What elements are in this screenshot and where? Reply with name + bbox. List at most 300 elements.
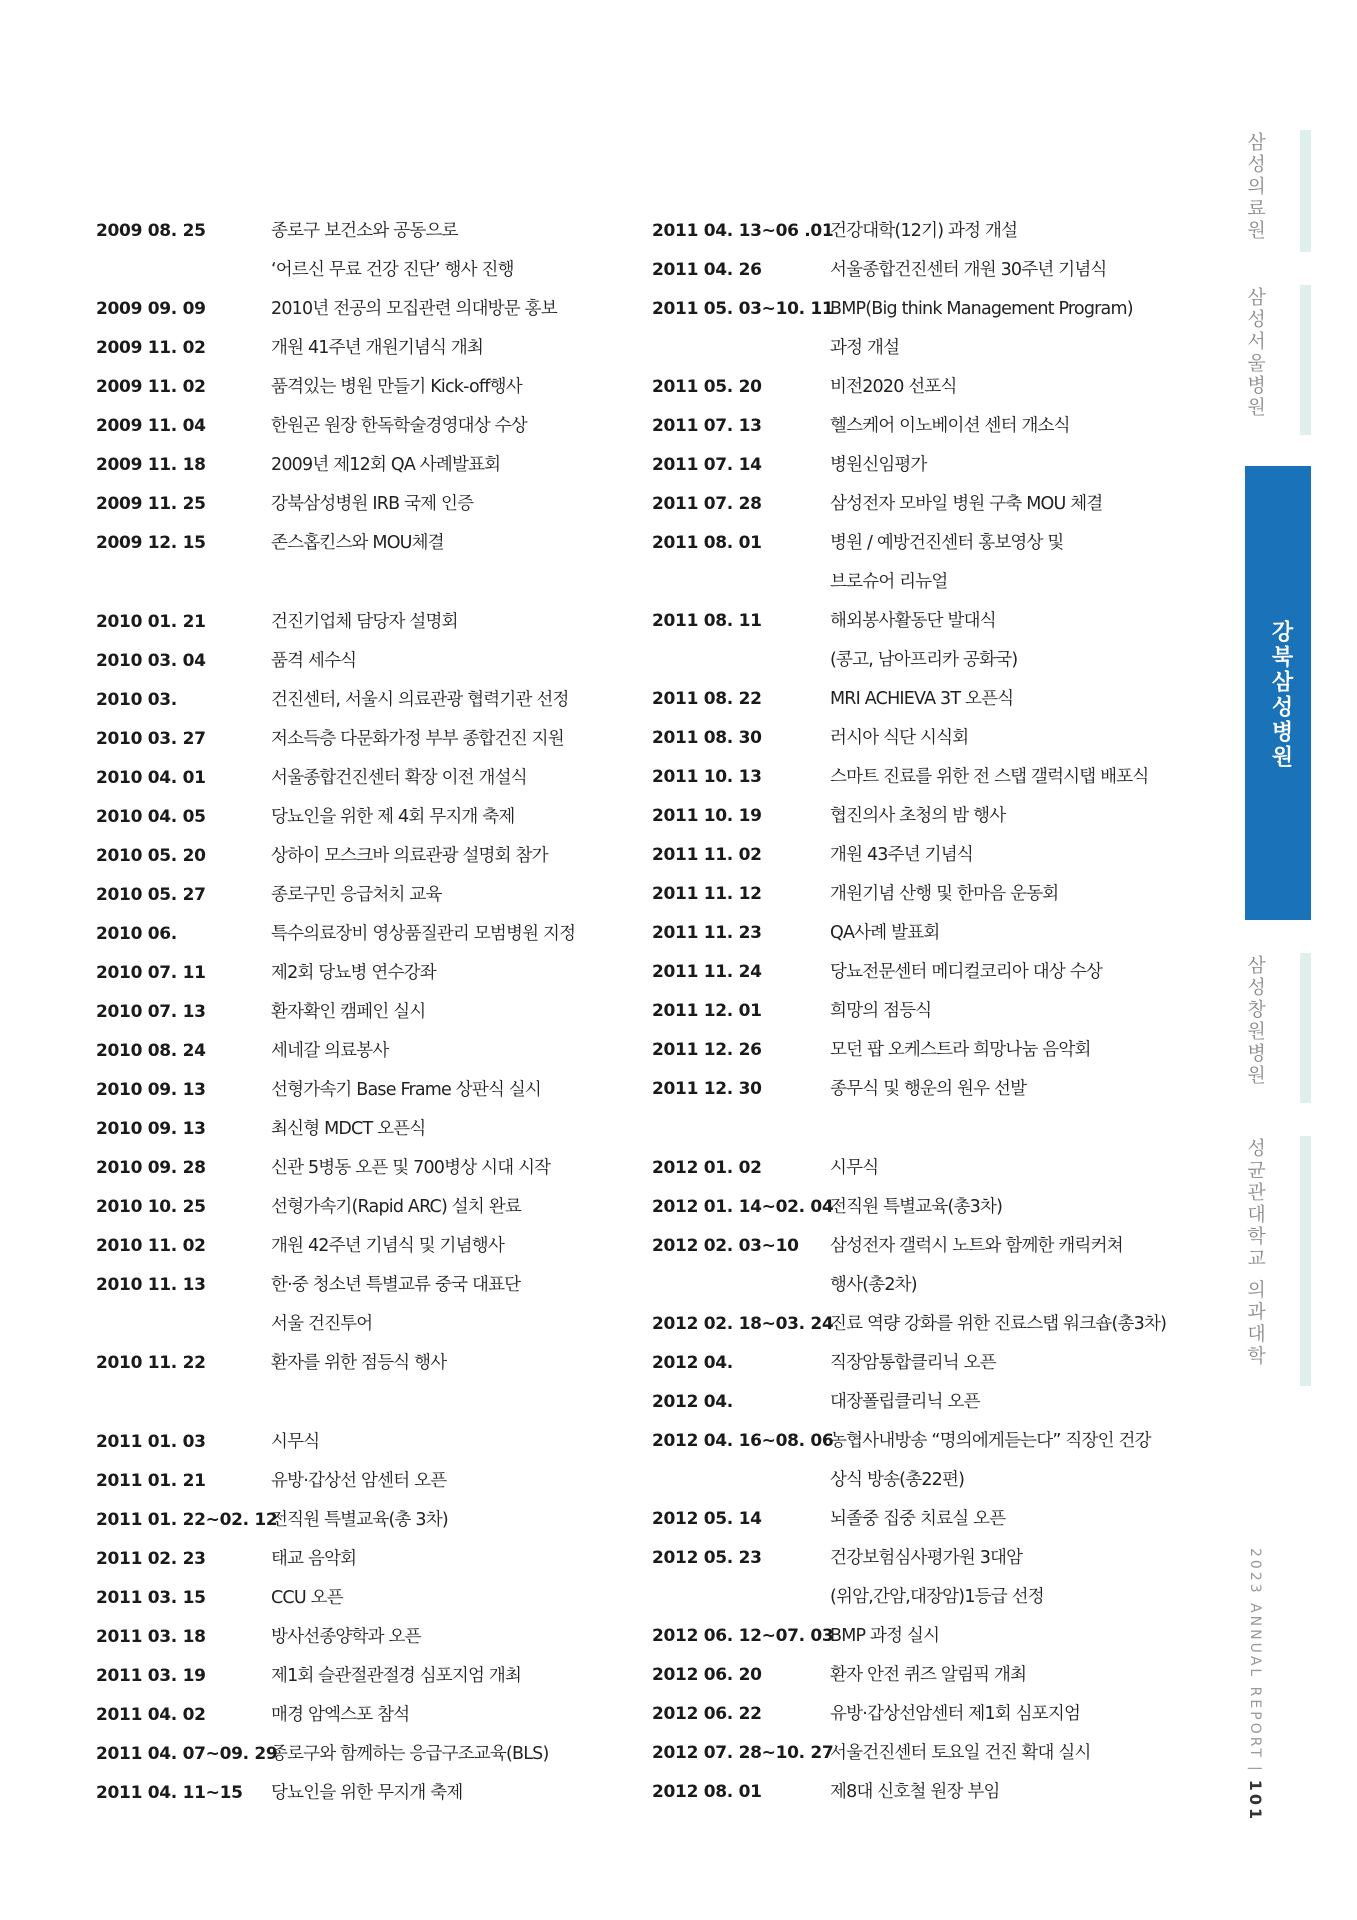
timeline-entry (96, 446, 616, 485)
entry-line: QA사례 발표회 (830, 923, 940, 943)
entry-line: 종로구민 응급처치 교육 (271, 885, 442, 905)
entry-line: 건강대학(12기) 과정 개설 (830, 221, 1018, 241)
entry-date: 2011 11. 23 (652, 923, 762, 943)
entry-line: 개원 43주년 기념식 (830, 845, 973, 865)
entry-date: 2011 12. 30 (652, 1079, 762, 1099)
entry-date: 2011 05. 20 (652, 377, 762, 397)
entry-date: 2010 05. 27 (96, 885, 206, 905)
footer-separator: | (1247, 1765, 1263, 1774)
timeline-entry (652, 407, 1212, 446)
timeline-entry (652, 914, 1212, 953)
entry-line: 건진기업체 담당자 설명회 (271, 612, 458, 632)
timeline-entry (652, 602, 1212, 680)
timeline-entry (96, 1423, 616, 1462)
timeline-entry (652, 524, 1212, 602)
entry-date: 2010 03. 27 (96, 729, 206, 749)
entry-line: 유방·갑상선 암센터 오픈 (271, 1471, 447, 1491)
timeline-entry (652, 1734, 1212, 1773)
entry-description (830, 1656, 1212, 1695)
timeline-entry (96, 642, 616, 681)
entry-date: 2010 09. 13 (96, 1080, 206, 1100)
entry-date: 2011 10. 19 (652, 806, 762, 826)
entry-description (271, 642, 616, 681)
annual-report-footer (1246, 1548, 1265, 1822)
timeline-entry (652, 251, 1212, 290)
entry-date: 2011 11. 12 (652, 884, 762, 904)
entry-date: 2009 09. 09 (96, 299, 206, 319)
entry-description (830, 1344, 1212, 1383)
entry-line: 특수의료장비 영상품질관리 모범병원 지정 (271, 924, 576, 944)
timeline-entry (96, 720, 616, 759)
timeline-entry (652, 1188, 1212, 1227)
entry-date: 2011 07. 13 (652, 416, 762, 436)
entry-line: 상하이 모스크바 의료관광 설명회 참가 (271, 846, 548, 866)
side-tab-bar-1 (1300, 130, 1311, 252)
timeline-entry (96, 524, 616, 563)
entry-date: 2012 07. 28~10. 27 (652, 1743, 834, 1763)
entry-description (271, 407, 616, 446)
entry-description (271, 1227, 616, 1266)
entry-date: 2011 10. 13 (652, 767, 762, 787)
entry-date: 2012 01. 02 (652, 1158, 762, 1178)
entry-date: 2011 01. 03 (96, 1432, 206, 1452)
side-tab-bar-5 (1300, 1136, 1311, 1386)
entry-date: 2011 02. 23 (96, 1549, 206, 1569)
entry-line: 건진센터, 서울시 의료관광 협력기관 선정 (271, 690, 569, 710)
entry-line: 세네갈 의료봉사 (271, 1041, 389, 1061)
entry-description (830, 758, 1212, 797)
timeline-entry (96, 1579, 616, 1618)
timeline-entry (652, 368, 1212, 407)
entry-date: 2010 04. 01 (96, 768, 206, 788)
active-tab-label: 강북삼성병원 (1268, 620, 1293, 770)
entry-line: 전직원 특별교육(총3차) (830, 1197, 1003, 1217)
entry-date: 2011 11. 02 (652, 845, 762, 865)
entry-date: 2011 05. 03~10. 11 (652, 299, 834, 319)
entry-description (271, 1696, 616, 1735)
entry-line: 선형가속기 Base Frame 상판식 실시 (271, 1080, 542, 1100)
entry-date: 2010 04. 05 (96, 807, 206, 827)
entry-description (271, 1618, 616, 1657)
entry-line: 병원 / 예방건진센터 홍보영상 및 (830, 533, 1064, 553)
entry-date: 2010 11. 02 (96, 1236, 206, 1256)
entry-description (271, 1071, 616, 1110)
entry-line: 환자를 위한 점등식 행사 (271, 1353, 447, 1373)
entry-line: CCU 오픈 (271, 1588, 343, 1608)
entry-line: 한·중 청소년 특별교류 중국 대표단 (271, 1275, 521, 1295)
entry-line: 환자 안전 퀴즈 알림픽 개최 (830, 1665, 1027, 1685)
entry-line: 태교 음악회 (271, 1549, 357, 1569)
entry-date: 2011 08. 11 (652, 611, 762, 631)
entry-line: 최신형 MDCT 오픈식 (271, 1119, 426, 1139)
timeline-entry (96, 1266, 616, 1344)
entry-date: 2011 07. 28 (652, 494, 762, 514)
entry-description (830, 875, 1212, 914)
entry-date: 2009 11. 02 (96, 377, 206, 397)
entry-date: 2010 07. 11 (96, 963, 206, 983)
entry-date: 2012 04. 16~08. 06 (652, 1431, 834, 1451)
entry-line: 종로구와 함께하는 응급구조교육(BLS) (271, 1744, 549, 1764)
entry-line: 협진의사 초청의 밤 행사 (830, 806, 1006, 826)
entry-line: BMP 과정 실시 (830, 1626, 940, 1646)
timeline-entry (96, 1696, 616, 1735)
timeline-entry (96, 1501, 616, 1540)
entry-line: 제8대 신호철 원장 부임 (830, 1782, 1000, 1802)
entry-description (271, 1735, 616, 1774)
timeline-entry (96, 1462, 616, 1501)
entry-line: 당뇨인을 위한 제 4회 무지개 축제 (271, 807, 515, 827)
side-tab-bar-4 (1300, 953, 1311, 1103)
entry-date: 2011 04. 07~09. 29 (96, 1744, 278, 1764)
timeline-entry (652, 1383, 1212, 1422)
timeline-entry (96, 603, 616, 642)
entry-description (830, 680, 1212, 719)
timeline-entry (96, 1735, 616, 1774)
side-tab-kangbuk-samsung-hospital[interactable] (1245, 466, 1311, 920)
entry-description (271, 212, 616, 290)
entry-line: 해외봉사활동단 발대식 (830, 611, 996, 631)
entry-line: 당뇨인을 위한 무지개 축제 (271, 1783, 463, 1803)
timeline-entry (652, 446, 1212, 485)
entry-description (271, 603, 616, 642)
entry-line: 직장암통합클리닉 오픈 (830, 1353, 996, 1373)
timeline-entry (652, 719, 1212, 758)
entry-description (830, 368, 1212, 407)
entry-description (271, 1540, 616, 1579)
entry-description (830, 836, 1212, 875)
entry-description (830, 1031, 1212, 1070)
page-number: 101 (1246, 1779, 1265, 1823)
entry-description (271, 368, 616, 407)
timeline-entry (652, 1695, 1212, 1734)
timeline-entry (96, 837, 616, 876)
entry-description (271, 524, 616, 563)
entry-description (830, 1383, 1212, 1422)
entry-date: 2012 05. 23 (652, 1548, 762, 1568)
entry-description (830, 1227, 1212, 1305)
timeline-entry (652, 953, 1212, 992)
entry-date: 2011 03. 15 (96, 1588, 206, 1608)
entry-description (830, 914, 1212, 953)
entry-date: 2012 02. 03~10 (652, 1236, 799, 1256)
entry-description (830, 1695, 1212, 1734)
entry-description (271, 915, 616, 954)
entry-description (830, 1305, 1212, 1344)
entry-date: 2010 08. 24 (96, 1041, 206, 1061)
entry-description (271, 1344, 616, 1383)
timeline-entry (96, 1618, 616, 1657)
entry-description (830, 1188, 1212, 1227)
timeline-entry (96, 1344, 616, 1383)
entry-date: 2011 04. 13~06 .01 (652, 221, 834, 241)
entry-line: 방사선종양학과 오픈 (271, 1627, 421, 1647)
timeline-entry (652, 1149, 1212, 1188)
entry-description (271, 1657, 616, 1696)
entry-description (271, 329, 616, 368)
timeline-entry (96, 798, 616, 837)
timeline-entry (96, 1657, 616, 1696)
timeline-entry (652, 680, 1212, 719)
entry-line: 시무식 (271, 1432, 320, 1452)
timeline-entry (96, 681, 616, 720)
entry-description (271, 1579, 616, 1618)
entry-line: MRI ACHIEVA 3T 오픈식 (830, 689, 1014, 709)
entry-line: 러시아 식단 시식회 (830, 728, 969, 748)
timeline-entry (96, 485, 616, 524)
entry-line: 시무식 (830, 1158, 879, 1178)
timeline-entry (96, 1149, 616, 1188)
entry-line: 헬스케어 이노베이션 센터 개소식 (830, 416, 1070, 436)
timeline-entry (96, 1774, 616, 1813)
entry-line: 전직원 특별교육(총 3차) (271, 1510, 448, 1530)
entry-date: 2009 11. 25 (96, 494, 206, 514)
entry-line: 존스홉킨스와 MOU체결 (271, 533, 444, 553)
entry-description (271, 1501, 616, 1540)
timeline-entry (96, 954, 616, 993)
entry-date: 2011 03. 18 (96, 1627, 206, 1647)
entry-date: 2010 01. 21 (96, 612, 206, 632)
entry-line: 종로구 보건소와 공동으로 (271, 221, 458, 241)
timeline-entry (652, 1227, 1212, 1305)
timeline-entry (652, 836, 1212, 875)
timeline-right-column (652, 212, 1212, 1812)
entry-line: 제2회 당뇨병 연수강좌 (271, 963, 436, 983)
entry-description (271, 485, 616, 524)
entry-date: 2012 08. 01 (652, 1782, 762, 1802)
entry-date: 2010 05. 20 (96, 846, 206, 866)
entry-date: 2011 08. 22 (652, 689, 762, 709)
entry-description (271, 1188, 616, 1227)
entry-description (271, 837, 616, 876)
entry-description (271, 446, 616, 485)
entry-description (830, 1422, 1212, 1500)
entry-line: 건강보험심사평가원 3대암 (830, 1548, 1023, 1568)
side-tab-skku-medicine[interactable]: 성균관대학교 의과대학 (1244, 1138, 1266, 1368)
timeline-entry (96, 1540, 616, 1579)
timeline-entry (652, 1070, 1212, 1109)
entry-description (830, 524, 1212, 602)
entry-date: 2012 06. 20 (652, 1665, 762, 1685)
entry-line: 상식 방송(총22편) (830, 1470, 965, 1490)
entry-line: 강북삼성병원 IRB 국제 인증 (271, 494, 474, 514)
entry-date: 2009 08. 25 (96, 221, 206, 241)
entry-description (271, 876, 616, 915)
entry-date: 2010 10. 25 (96, 1197, 206, 1217)
entry-date: 2012 04. (652, 1392, 733, 1412)
entry-line: 품격있는 병원 만들기 Kick-off행사 (271, 377, 522, 397)
timeline-entry (652, 797, 1212, 836)
entry-description (271, 1266, 616, 1344)
entry-line: 농협사내방송 “명의에게듣는다” 직장인 건강 (830, 1431, 1151, 1451)
entry-line: 모던 팝 오케스트라 희망나눔 음악회 (830, 1040, 1091, 1060)
entry-date: 2009 11. 02 (96, 338, 206, 358)
entry-description (830, 1773, 1212, 1812)
entry-line: 삼성전자 모바일 병원 구축 MOU 체결 (830, 494, 1103, 514)
entry-line: 개원 42주년 기념식 및 기념행사 (271, 1236, 504, 1256)
entry-description (830, 602, 1212, 680)
timeline-entry (652, 1773, 1212, 1812)
entry-date: 2009 11. 04 (96, 416, 206, 436)
entry-line: 희망의 점등식 (830, 1001, 932, 1021)
entry-line: 서울종합건진센터 개원 30주년 기념식 (830, 260, 1107, 280)
timeline-entry (96, 212, 616, 290)
entry-description (271, 1774, 616, 1813)
entry-line: 개원기념 산행 및 한마음 운동회 (830, 884, 1059, 904)
entry-date: 2010 07. 13 (96, 1002, 206, 1022)
report-title: 2023 ANNUAL REPORT (1247, 1548, 1263, 1760)
entry-line: 2010년 전공의 모집관련 의대방문 홍보 (271, 299, 557, 319)
entry-line: ‘어르신 무료 건강 진단’ 행사 진행 (271, 260, 514, 280)
timeline-left-column (96, 212, 616, 1813)
entry-line: 개원 41주년 개원기념식 개최 (271, 338, 484, 358)
entry-date: 2011 01. 22~02. 12 (96, 1510, 278, 1530)
entry-description (830, 251, 1212, 290)
entry-line: 과정 개설 (830, 338, 900, 358)
timeline-entry (96, 329, 616, 368)
entry-line: 매경 암엑스포 참석 (271, 1705, 410, 1725)
entry-line: BMP(Big think Management Program) (830, 299, 1133, 319)
entry-line: 비전2020 선포식 (830, 377, 957, 397)
entry-description (830, 212, 1212, 251)
entry-date: 2012 02. 18~03. 24 (652, 1314, 834, 1334)
entry-date: 2011 08. 30 (652, 728, 762, 748)
entry-description (830, 1539, 1212, 1617)
entry-date: 2011 11. 24 (652, 962, 762, 982)
entry-date: 2010 03. (96, 690, 177, 710)
entry-line: 신관 5병동 오픈 및 700병상 시대 시작 (271, 1158, 551, 1178)
entry-line: 뇌졸중 집중 치료실 오픈 (830, 1509, 1006, 1529)
side-tab-bar-2 (1300, 285, 1311, 435)
entry-line: 종무식 및 행운의 원우 선발 (830, 1079, 1027, 1099)
entry-description (271, 290, 616, 329)
entry-line: 서울건진센터 토요일 건진 확대 실시 (830, 1743, 1091, 1763)
entry-line: 품격 세수식 (271, 651, 357, 671)
entry-date: 2012 05. 14 (652, 1509, 762, 1529)
timeline-entry (652, 212, 1212, 251)
timeline-entry (96, 759, 616, 798)
entry-description (830, 719, 1212, 758)
entry-description (271, 1110, 616, 1149)
entry-description (271, 681, 616, 720)
entry-description (271, 954, 616, 993)
entry-date: 2011 04. 26 (652, 260, 762, 280)
timeline-entry (96, 1227, 616, 1266)
entry-line: 저소득층 다문화가정 부부 종합건진 지원 (271, 729, 564, 749)
entry-description (830, 1070, 1212, 1109)
entry-description (830, 446, 1212, 485)
entry-line: 브로슈어 리뉴얼 (830, 572, 948, 592)
timeline-entry (652, 290, 1212, 368)
timeline-entry (652, 992, 1212, 1031)
entry-date: 2010 03. 04 (96, 651, 206, 671)
entry-line: 진료 역량 강화를 위한 진료스탭 워크숍(총3차) (830, 1314, 1167, 1334)
entry-description (271, 1462, 616, 1501)
timeline-entry (652, 1617, 1212, 1656)
entry-description (830, 290, 1212, 368)
entry-date: 2009 12. 15 (96, 533, 206, 553)
entry-description (830, 1149, 1212, 1188)
entry-line: 서울종합건진센터 확장 이전 개설식 (271, 768, 527, 788)
entry-date: 2011 01. 21 (96, 1471, 206, 1491)
timeline-entry (96, 290, 616, 329)
entry-description (271, 1149, 616, 1188)
timeline-entry (96, 1032, 616, 1071)
entry-description (830, 407, 1212, 446)
entry-date: 2012 06. 22 (652, 1704, 762, 1724)
entry-date: 2012 01. 14~02. 04 (652, 1197, 834, 1217)
entry-description (271, 1423, 616, 1462)
timeline-entry (652, 1031, 1212, 1070)
entry-date: 2012 06. 12~07. 03 (652, 1626, 834, 1646)
entry-line: 2009년 제12회 QA 사례발표회 (271, 455, 501, 475)
timeline-entry (96, 1071, 616, 1110)
entry-description (830, 1734, 1212, 1773)
entry-line: 선형가속기(Rapid ARC) 설치 완료 (271, 1197, 521, 1217)
entry-description (271, 1032, 616, 1071)
entry-description (271, 798, 616, 837)
side-tab-samsung-changwon-hospital[interactable]: 삼성창원병원 (1244, 955, 1266, 1087)
entry-line: 환자확인 캠페인 실시 (271, 1002, 426, 1022)
timeline-entry (652, 1422, 1212, 1500)
entry-line: 한원곤 원장 한독학술경영대상 수상 (271, 416, 527, 436)
timeline-entry (96, 1188, 616, 1227)
side-tab-samsung-seoul-hospital[interactable]: 삼성서울병원 (1244, 287, 1266, 419)
entry-line: 제1회 슬관절관절경 심포지엄 개최 (271, 1666, 522, 1686)
entry-description (830, 1617, 1212, 1656)
entry-description (830, 485, 1212, 524)
entry-line: 병원신임평가 (830, 455, 927, 475)
timeline-entry (652, 1344, 1212, 1383)
entry-line: (콩고, 남아프리카 공화국) (830, 650, 1018, 670)
entry-line: 당뇨전문센터 메디컬코리아 대상 수상 (830, 962, 1102, 982)
entry-line: (위암,간암,대장암)1등급 선정 (830, 1587, 1044, 1607)
entry-line: 삼성전자 갤럭시 노트와 함께한 캐릭커쳐 (830, 1236, 1123, 1256)
entry-date: 2011 03. 19 (96, 1666, 206, 1686)
timeline-entry (652, 1500, 1212, 1539)
entry-line: 스마트 진료를 위한 전 스탭 갤럭시탭 배포식 (830, 767, 1149, 787)
timeline-entry (652, 758, 1212, 797)
timeline-entry (96, 407, 616, 446)
timeline-entry (96, 1110, 616, 1149)
entry-line: 행사(총2차) (830, 1275, 917, 1295)
entry-date: 2010 09. 13 (96, 1119, 206, 1139)
entry-date: 2010 11. 22 (96, 1353, 206, 1373)
entry-date: 2009 11. 18 (96, 455, 206, 475)
entry-description (830, 953, 1212, 992)
entry-description (830, 992, 1212, 1031)
timeline-entry (652, 1539, 1212, 1617)
entry-date: 2010 11. 13 (96, 1275, 206, 1295)
timeline-entry (652, 875, 1212, 914)
entry-line: 유방·갑상선암센터 제1회 심포지엄 (830, 1704, 1081, 1724)
timeline-entry (96, 993, 616, 1032)
entry-date: 2012 04. (652, 1353, 733, 1373)
entry-line: 대장폴립클리닉 오픈 (830, 1392, 980, 1412)
entry-description (830, 797, 1212, 836)
entry-description (271, 759, 616, 798)
entry-date: 2011 12. 26 (652, 1040, 762, 1060)
entry-date: 2010 09. 28 (96, 1158, 206, 1178)
timeline-entry (96, 876, 616, 915)
entry-line: 서울 건진투어 (271, 1314, 373, 1334)
timeline-entry (652, 1656, 1212, 1695)
timeline-entry (652, 1305, 1212, 1344)
timeline-entry (96, 915, 616, 954)
entry-description (271, 720, 616, 759)
timeline-entry (96, 368, 616, 407)
entry-date: 2011 07. 14 (652, 455, 762, 475)
side-tab-samsung-medical-center[interactable]: 삼성의료원 (1244, 132, 1266, 242)
